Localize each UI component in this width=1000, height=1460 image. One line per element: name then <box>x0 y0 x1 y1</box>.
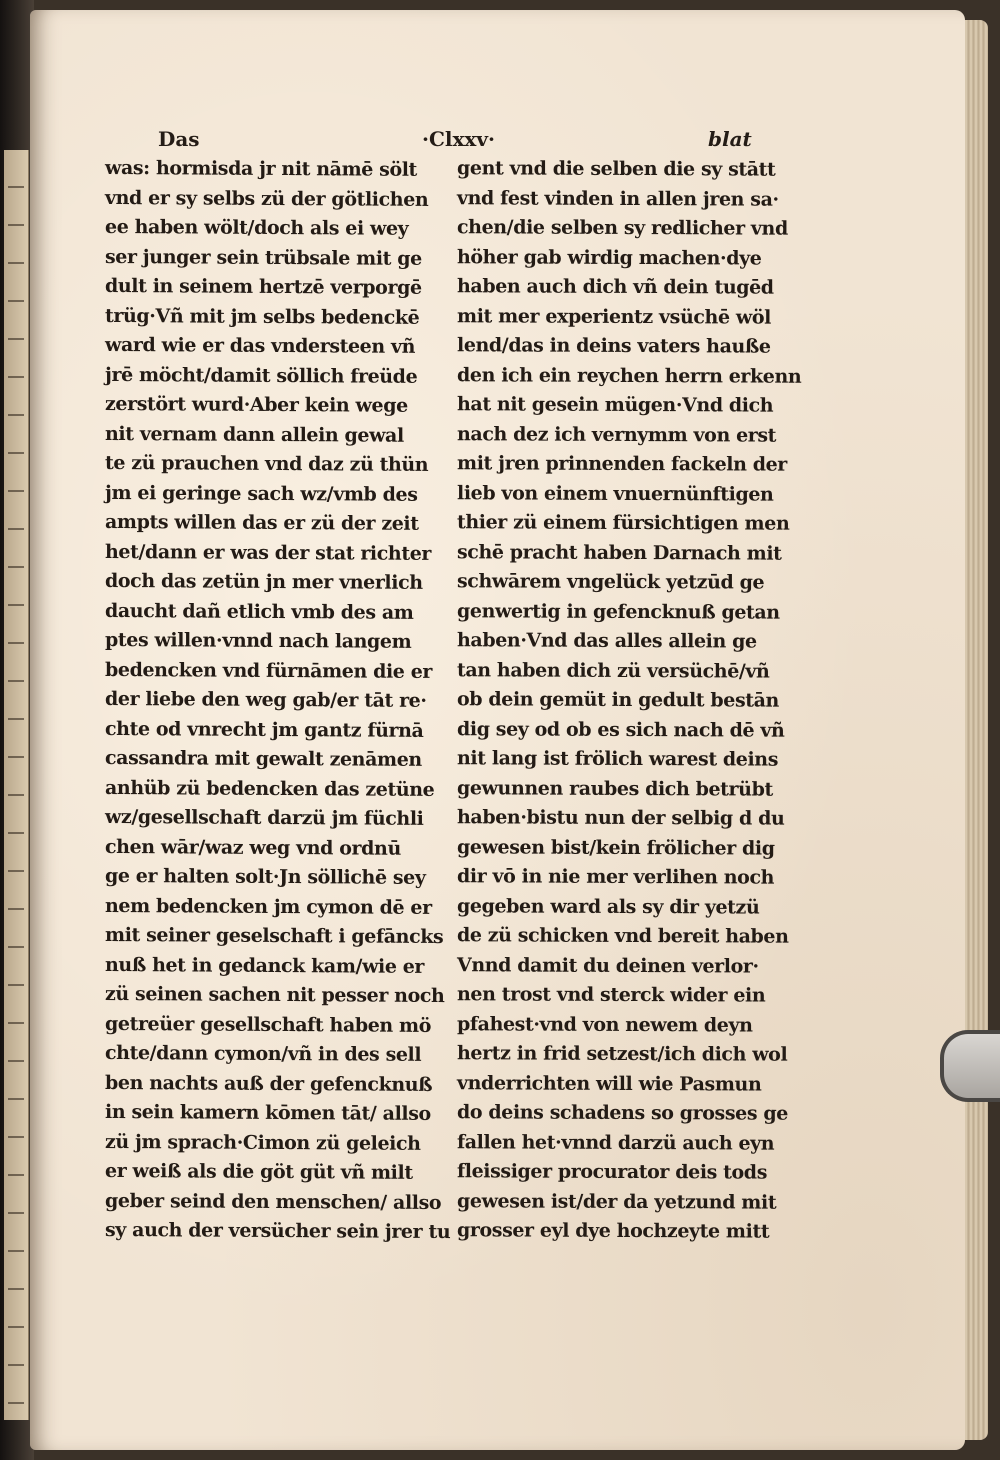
text-line: jm ei geringe sach wz/vmb des <box>105 481 418 506</box>
text-line: daucht dañ etlich vmb des am <box>105 599 414 624</box>
text-column-left <box>105 155 450 1247</box>
text-line: trüg·Vñ mit jm selbs bedenckē <box>105 304 420 329</box>
text-line: hertz in frid setzest/ich dich wol <box>457 1042 788 1066</box>
text-line: het/dann er was der stat richter <box>105 540 432 565</box>
text-line: doch das zetün jn mer vnerlich <box>105 569 423 594</box>
text-line: ee haben wölt/doch als ei wey <box>105 215 409 240</box>
text-line: nen trost vnd sterck wider ein <box>457 983 766 1007</box>
text-line: in sein kamern kōmen tāt/ allso <box>105 1100 431 1125</box>
header-right: blat <box>708 127 752 151</box>
text-line: chen wār/waz weg vnd ordnū <box>105 835 401 860</box>
text-line: gegeben ward als sy dir yetzü <box>457 894 760 919</box>
text-line: gewunnen raubes dich betrübt <box>457 776 773 801</box>
text-line: anhüb zü bedencken das zetüne <box>105 776 435 801</box>
text-line: schwārem vngelück yetzūd ge <box>457 570 765 594</box>
text-line: gewesen bist/kein frölicher dig <box>457 835 775 860</box>
text-line: zü jm sprach·Cimon zü geleich <box>105 1130 421 1155</box>
text-line: ptes willen·vnnd nach langem <box>105 628 412 653</box>
text-line: dir vō in nie mer verlihen noch <box>457 865 775 889</box>
text-line: haben auch dich vñ dein tugēd <box>457 275 774 299</box>
text-line: gent vnd die selben die sy stātt <box>457 157 776 181</box>
text-line: chte/dann cymon/vñ in des sell <box>105 1041 422 1066</box>
header-left: Das <box>158 127 200 151</box>
text-line: do deins schadens so grosses ge <box>457 1101 788 1125</box>
text-line: chte od vnrecht jm gantz fürnā <box>105 717 424 742</box>
text-line: nem bedencken jm cymon dē er <box>105 894 432 919</box>
text-line: lieb von einem vnuernünftigen <box>457 481 774 506</box>
text-line: de zü schicken vnd bereit haben <box>457 924 789 948</box>
text-line: pfahest·vnd von newem deyn <box>457 1012 753 1037</box>
text-line: fleissiger procurator deis tods <box>457 1160 767 1184</box>
text-line: thier zü einem fürsichtigen men <box>457 511 790 535</box>
text-line: schē pracht haben Darnach mit <box>457 540 782 565</box>
opposite-page-edge <box>4 150 29 1420</box>
text-line: ben nachts auß der gefencknuß <box>105 1071 433 1096</box>
text-line: vnd fest vinden in allen jren sa· <box>457 186 779 211</box>
text-column-right <box>457 155 802 1247</box>
text-line: der liebe den weg gab/er tāt re· <box>105 687 427 712</box>
text-line: vnderrichten will wie Pasmun <box>457 1071 762 1096</box>
text-line: ob dein gemüt in gedult bestān <box>457 688 779 712</box>
text-line: nuß het in gedanck kam/wie er <box>105 953 425 978</box>
text-line: nit vernam dann allein gewal <box>105 422 404 447</box>
text-line: mit seiner geselschaft i gefāncks <box>105 923 444 949</box>
text-line: wz/gesellschaft darzü jm füchli <box>105 805 424 830</box>
text-line: genwertig in gefencknuß getan <box>457 599 780 624</box>
text-line: den ich ein reychen herrn erkenn <box>457 363 802 388</box>
text-line: ge er halten solt·Jn söllichē sey <box>105 864 426 889</box>
text-line: nit lang ist frölich warest deins <box>457 747 779 771</box>
text-line: haben·bistu nun der selbig d du <box>457 806 785 830</box>
text-line: gewesen ist/der da yetzund mit <box>457 1189 777 1214</box>
text-line: dult in seinem hertzē verporgē <box>105 274 422 299</box>
text-line: lend/das in deins vaters hauße <box>457 334 771 358</box>
text-line: cassandra mit gewalt zenāmen <box>105 746 422 771</box>
text-line: getreüer gesellschaft haben mö <box>105 1012 432 1037</box>
text-line: ser junger sein trübsale mit ge <box>105 245 422 270</box>
text-line: vnd er sy selbs zü der götlichen <box>105 186 429 211</box>
text-line: was: hormisda jr nit nāmē sölt <box>105 156 417 181</box>
text-line: fallen het·vnnd darzü auch eyn <box>457 1130 775 1155</box>
text-line: dig sey od ob es sich nach dē vñ <box>457 717 785 742</box>
text-line: er weiß als die göt güt vñ milt <box>105 1159 413 1184</box>
text-line: hat nit gesein mügen·Vnd dich <box>457 393 774 417</box>
text-line: zü seinen sachen nit pesser noch <box>105 982 445 1008</box>
text-line: te zü prauchen vnd daz zü thün <box>105 451 429 476</box>
text-line: bedencken vnd fürnāmen die er <box>105 658 433 683</box>
text-line: sy auch der versücher sein jrer tu <box>105 1218 451 1244</box>
folio-number: ·Clxxv· <box>422 127 495 151</box>
text-line: grosser eyl dye hochzeyte mitt <box>457 1219 770 1243</box>
text-line: chen/die selben sy redlicher vnd <box>457 216 788 240</box>
text-line: Vnnd damit du deinen verlor· <box>457 953 759 978</box>
text-line: geber seind den menschen/ allso <box>105 1189 442 1214</box>
text-line: nach dez ich vernymm von erst <box>457 422 777 447</box>
text-line: höher gab wirdig machen·dye <box>457 245 762 270</box>
text-line: ampts willen das er zü der zeit <box>105 510 419 535</box>
text-line: haben·Vnd das alles allein ge <box>457 629 757 653</box>
text-line: tan haben dich zü versüchē/vñ <box>457 658 770 683</box>
text-line: zerstört wurd·Aber kein wege <box>105 392 408 417</box>
text-line: mit jren prinnenden fackeln der <box>457 452 787 476</box>
text-line: mit mer experientz vsüchē wöl <box>457 304 771 329</box>
page-clip <box>940 1030 1000 1102</box>
text-line: ward wie er das vndersteen vñ <box>105 333 416 358</box>
text-line: jrē möcht/damit söllich freüde <box>105 363 418 388</box>
